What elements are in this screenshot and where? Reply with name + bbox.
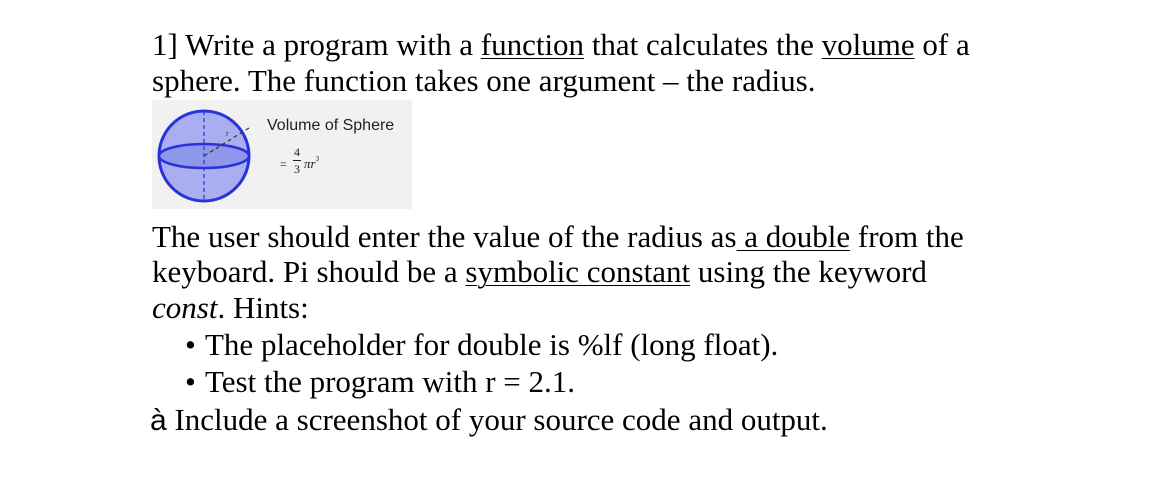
question-text: 1] Write a program with a — [152, 27, 481, 62]
arrow-glyph: à — [150, 404, 167, 437]
double-term: a double — [736, 219, 851, 254]
hint-bullet-2: • — [185, 364, 196, 399]
final-instruction — [150, 402, 828, 439]
formula-equals: = — [280, 157, 287, 171]
body-text: The user should enter the value of the radius as — [152, 219, 737, 254]
sphere-volume-figure — [152, 100, 412, 209]
hint-bullet-1: • — [185, 327, 196, 362]
svg-text:r: r — [226, 129, 229, 138]
question-line-1 — [152, 27, 970, 63]
function-term: function — [480, 27, 585, 62]
question-text: that calculates the — [584, 27, 822, 62]
symbolic-constant-term: symbolic constant — [465, 254, 691, 289]
figure-title: Volume of Sphere — [267, 117, 395, 134]
formula-pi-r-text: πr — [304, 156, 316, 171]
body-line-5 — [152, 290, 309, 326]
formula-denominator: 3 — [294, 162, 300, 176]
body-text: using the keyword — [690, 254, 927, 289]
formula-fraction — [293, 146, 301, 175]
formula-exponent: 3 — [315, 155, 320, 163]
sphere-icon — [156, 106, 256, 206]
question-text: sphere. The function takes one argument – the radius. — [152, 63, 816, 98]
body-text: . Hints: — [217, 290, 309, 325]
const-keyword: const — [152, 290, 218, 325]
final-text: Include a screenshot of your source code and output. — [166, 402, 828, 437]
hint-1: The placeholder for double is %lf (long float). — [205, 327, 779, 362]
body-text: keyboard. Pi should be a — [152, 254, 466, 289]
formula-pi-r — [304, 155, 319, 172]
volume-term: volume — [821, 27, 915, 62]
question-line-2 — [152, 63, 815, 99]
body-line-4 — [152, 254, 927, 290]
formula-numerator: 4 — [294, 145, 300, 159]
fraction-bar — [293, 160, 301, 161]
body-line-3 — [152, 219, 964, 255]
question-text: of a — [914, 27, 970, 62]
hint-2: Test the program with r = 2.1. — [205, 364, 576, 399]
body-text: from the — [850, 219, 964, 254]
